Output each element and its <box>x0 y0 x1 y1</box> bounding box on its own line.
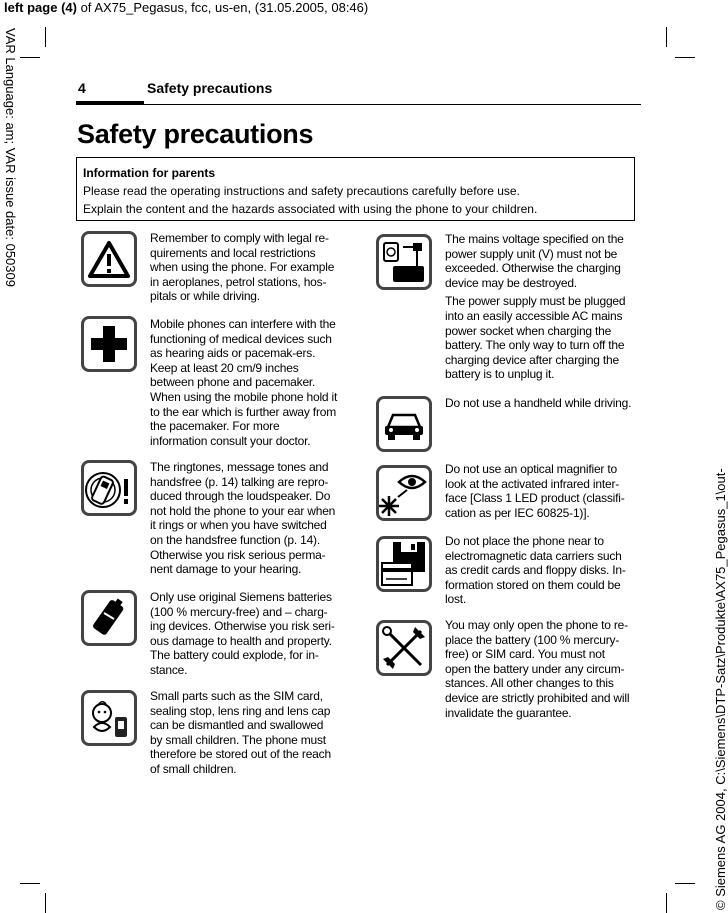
car-icon <box>376 396 432 452</box>
safety-text: Do not place the phone near to electromagnetic data carriers such as credit cards and floppy disks. In-formation stored on them could be lost. <box>445 534 626 607</box>
crop-mark <box>45 893 46 913</box>
safety-item <box>445 232 633 384</box>
copyright-margin <box>695 440 728 910</box>
medical-cross-icon <box>81 316 137 372</box>
page-title: Safety precautions <box>77 119 314 149</box>
file-reference-bold: left page (4) <box>4 0 77 15</box>
safety-text: Small parts such as the SIM card, sealing stop, lens ring and lens cap can be dismantled and swallowed by small children. The phone must therefore be stored out of the reach of small children. <box>150 689 331 776</box>
safety-item <box>445 534 633 609</box>
crop-mark <box>45 27 46 47</box>
file-reference-rest: of AX75_Pegasus, fcc, us-en, (31.05.2005, 08:46) <box>76 0 369 15</box>
safety-item <box>150 460 338 579</box>
running-head: Safety precautions <box>147 80 273 96</box>
safety-text: Do not use an optical magnifier to look at the activated infrared inter-face [Class 1 LED product (classifi-cation as per IEC 60825-1)]. <box>445 462 625 520</box>
floppy-card-icon <box>376 536 432 592</box>
crop-mark <box>675 57 695 58</box>
crop-mark <box>20 57 40 58</box>
var-info: VAR Language: am; VAR issue date: 050309 <box>3 28 18 287</box>
var-info-margin <box>0 28 20 328</box>
safety-text: The power supply must be plugged into an easily accessible AC mains power socket when charging the battery. The only way to turn off the charging device after charging the battery is to unplug it. <box>445 294 626 382</box>
header-rule <box>144 104 641 105</box>
safety-text: Do not use a handheld while driving. <box>445 396 632 410</box>
file-reference <box>4 0 368 15</box>
info-line: Please read the operating instructions and safety precautions carefully before use. <box>83 184 520 198</box>
safety-item <box>150 231 338 306</box>
safety-item <box>150 590 338 680</box>
crop-mark <box>666 27 667 47</box>
safety-item <box>445 462 633 522</box>
power-supply-icon <box>376 234 432 290</box>
tools-crossed-icon <box>376 620 432 676</box>
safety-item <box>445 396 633 413</box>
safety-text: Remember to comply with legal re-quirements and local restrictions when using the phone. For example in aeroplanes, petrol stations, hos-pitals or while driving. <box>150 231 335 304</box>
safety-text: Mobile phones can interfere with the functioning of medical devices such as hearing aids or pacemak-ers. Keep at least 20 cm/9 inches between phone and pacemaker. When using the mobile phone hold it to the ear which is further away from the pacemaker. For more information consult your doctor. <box>150 317 338 448</box>
crop-mark <box>666 893 667 913</box>
crop-mark <box>675 883 695 884</box>
loud-phone-icon <box>81 460 137 516</box>
crop-mark <box>20 883 40 884</box>
page-number: 4 <box>78 80 86 96</box>
copyright: © Siemens AG 2004, C:\Siemens\DTP-Satz\Produkte\AX75_Pegasus_1\out- <box>713 468 728 910</box>
safety-item <box>150 317 338 450</box>
info-heading: Information for parents <box>83 166 216 180</box>
warning-triangle-icon <box>81 231 137 287</box>
safety-item <box>150 689 338 779</box>
safety-text: You may only open the phone to re-place the battery (100 % mercury-free) or SIM card. You must not open the battery under any circum-stances. All other changes to this device are strictly prohibited and will invalidate the guarantee. <box>445 618 630 720</box>
battery-icon <box>81 590 137 646</box>
safety-text: Only use original Siemens batteries (100 % mercury-free) and – charg-ing devices. Otherwise you risk seri-ous damage to health and property. The battery could explode, for in-stance. <box>150 590 335 677</box>
safety-text: The ringtones, message tones and handsfree (p. 14) talking are repro-duced through the loudspeaker. Do not hold the phone to your ear when it rings or when you have switched on the handsfree function (p. 14). Otherwise you risk serious perma-nent damage to your hearing. <box>150 460 336 577</box>
eye-magnifier-icon <box>376 465 432 521</box>
parents-info-box <box>76 157 635 221</box>
safety-text: The mains voltage specified on the power supply unit (V) must not be exceeded. Otherwise the charging device may be destroyed. <box>445 232 624 290</box>
child-small-parts-icon <box>81 690 137 746</box>
page-number-bar <box>76 101 144 105</box>
safety-item <box>445 618 633 722</box>
info-line: Explain the content and the hazards associated with using the phone to your children. <box>83 202 538 216</box>
